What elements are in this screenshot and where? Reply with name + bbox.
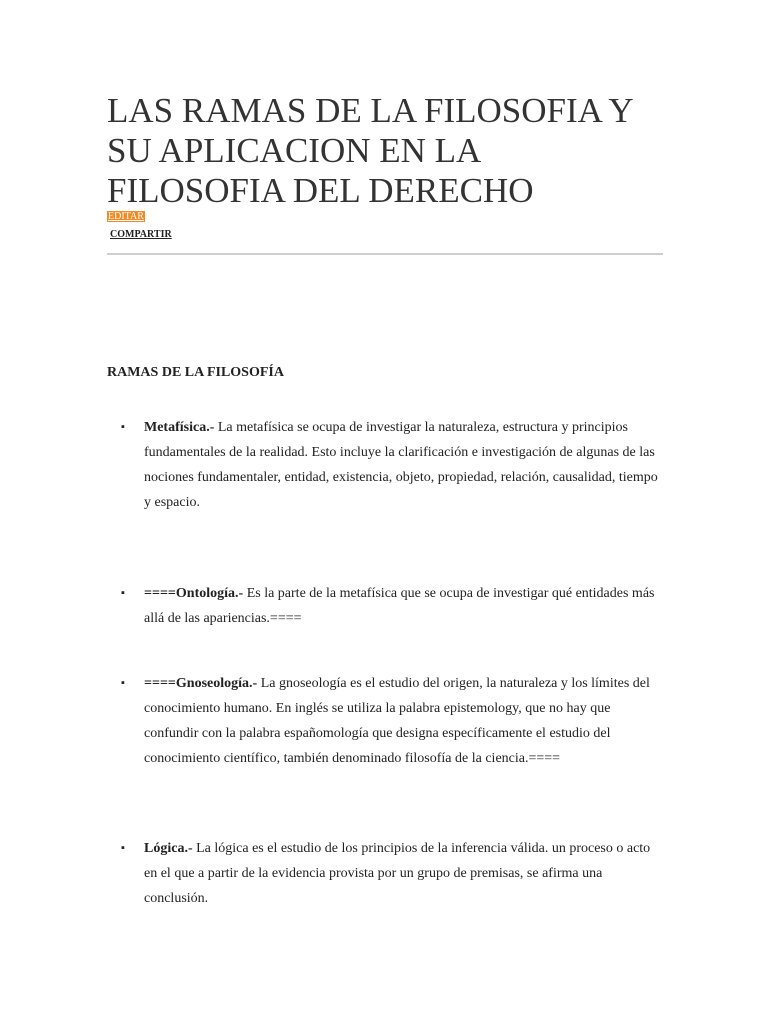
bullet-icon: ▪ — [121, 677, 125, 689]
bullet-icon: ▪ — [121, 421, 125, 433]
section-heading: RAMAS DE LA FILOSOFÍA — [107, 365, 284, 380]
edit-link[interactable]: EDITAR — [108, 211, 144, 222]
list-item-text — [144, 671, 664, 771]
list-item-text — [144, 415, 664, 515]
share-link[interactable]: COMPARTIR — [110, 229, 172, 240]
bullet-icon: ▪ — [121, 587, 125, 599]
branch-description: La gnoseología es el estudio del origen, la naturaleza y los límites del conocimiento humano. En inglés se utiliza la palabra epistemology, que no hay que confundir con la palabra españomología que designa específicamente el estudio del conocimiento científico, también denominado filosofía de la ciencia.==== — [144, 676, 650, 766]
branch-description: La lógica es el estudio de los principios de la inferencia válida. un proceso o acto en el que a partir de la evidencia provista por un grupo de premisas, se afirma una conclusión. — [144, 841, 651, 906]
branch-term: Lógica.- — [144, 841, 193, 856]
list-item-text — [144, 581, 664, 631]
list-item-text — [144, 836, 664, 911]
divider — [107, 253, 663, 255]
branch-term: Metafísica.- — [144, 420, 215, 435]
branch-description: La metafísica se ocupa de investigar la naturaleza, estructura y principios fundamentales de la realidad. Esto incluye la clarificación e investigación de algunas de las nociones fundamentaler, entidad, existencia, objeto, propiedad, relación, causalidad, tiempo y espacio. — [144, 420, 658, 510]
page-title: LAS RAMAS DE LA FILOSOFIA Y SU APLICACION EN LA FILOSOFIA DEL DERECHO — [107, 91, 633, 210]
branch-term: ====Gnoseología.- — [144, 676, 258, 691]
branch-term: ====Ontología.- — [144, 586, 244, 601]
branch-description: Es la parte de la metafísica que se ocupa de investigar qué entidades más allá de las apariencias.==== — [144, 586, 655, 626]
bullet-icon: ▪ — [121, 842, 125, 854]
